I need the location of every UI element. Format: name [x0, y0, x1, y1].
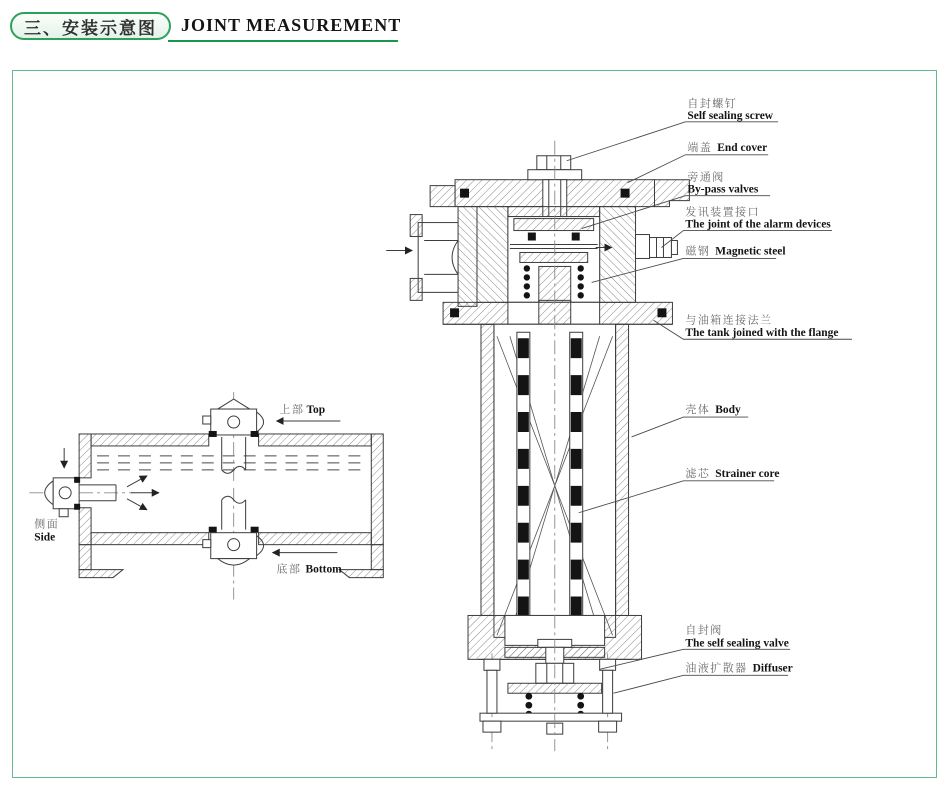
svg-text:自封螺钉: 自封螺钉 [687, 97, 738, 110]
tank-top-wall-right [259, 434, 372, 446]
side-mounted-filter [29, 448, 159, 517]
svg-text:Self sealing screw: Self sealing screw [687, 109, 774, 122]
tank-top-wall [91, 434, 209, 446]
svg-text:与油箱连接法兰: 与油箱连接法兰 [685, 314, 773, 327]
top-mounted-filter [203, 392, 264, 482]
section-title-en: JOINT MEASUREMENT [181, 15, 402, 35]
svg-text:滤芯Strainer core: 滤芯 Strainer core [685, 467, 780, 480]
svg-text:The self sealing valve: The self sealing valve [685, 637, 789, 650]
fluid-level-lines [97, 456, 366, 470]
tank-right-wall [371, 434, 383, 545]
tank-flange [443, 300, 672, 324]
tank-right-leg [371, 545, 383, 570]
callout-body [632, 402, 749, 437]
tank-side-view [29, 392, 383, 599]
diagram-frame [12, 70, 937, 778]
filter-cross-section [386, 141, 689, 751]
callout-alarm-joint [661, 205, 832, 248]
label-top-en: Top [306, 404, 326, 417]
label-bottom-en: Bottom [305, 563, 342, 576]
svg-text:发讯装置接口: 发讯装置接口 [685, 206, 761, 219]
label-side-zh: 侧面 [34, 518, 60, 531]
callout-diffuser [614, 660, 793, 693]
flow-arrows [127, 476, 159, 510]
tank-bottom-wall-right [259, 533, 372, 545]
head-top-strip [508, 207, 600, 217]
tank-left-wall-lower [79, 508, 91, 545]
callout-tank-flange [653, 312, 851, 339]
svg-text:By-pass valves: By-pass valves [687, 183, 759, 196]
inlet-port [386, 207, 477, 307]
svg-text:The joint of the alarm devices: The joint of the alarm devices [685, 218, 831, 231]
svg-text:磁钢Magnetic steel: 磁钢 Magnetic steel [685, 245, 786, 258]
technical-diagram [13, 71, 936, 777]
svg-text:The tank joined with the flang: The tank joined with the flange [685, 327, 839, 340]
bottom-mounted-filter [203, 488, 264, 600]
section-title-capsule [10, 12, 171, 40]
svg-text:旁通阀: 旁通阀 [687, 171, 725, 184]
title-underline [168, 40, 398, 42]
head-left-wall [477, 207, 508, 303]
tank-left-foot [79, 570, 123, 578]
svg-text:油液扩散器Diffuser: 油液扩散器 Diffuser [685, 662, 793, 675]
tank-right-foot [339, 570, 383, 578]
svg-text:壳体Body: 壳体 Body [685, 404, 741, 417]
svg-text:自封阀: 自封阀 [685, 624, 723, 637]
label-bottom-zh: 底部 [276, 563, 302, 576]
tank-left-leg [79, 545, 91, 570]
svg-text:端盖End cover: 端盖 End cover [687, 141, 768, 154]
label-side-en: Side [34, 531, 56, 544]
bottom-plate [480, 713, 622, 721]
label-top-zh: 上部 [279, 404, 305, 417]
section-title-zh: 三、安装示意图 [24, 18, 157, 38]
tank-bottom-wall [91, 533, 209, 545]
tank-left-wall-upper [79, 434, 91, 478]
